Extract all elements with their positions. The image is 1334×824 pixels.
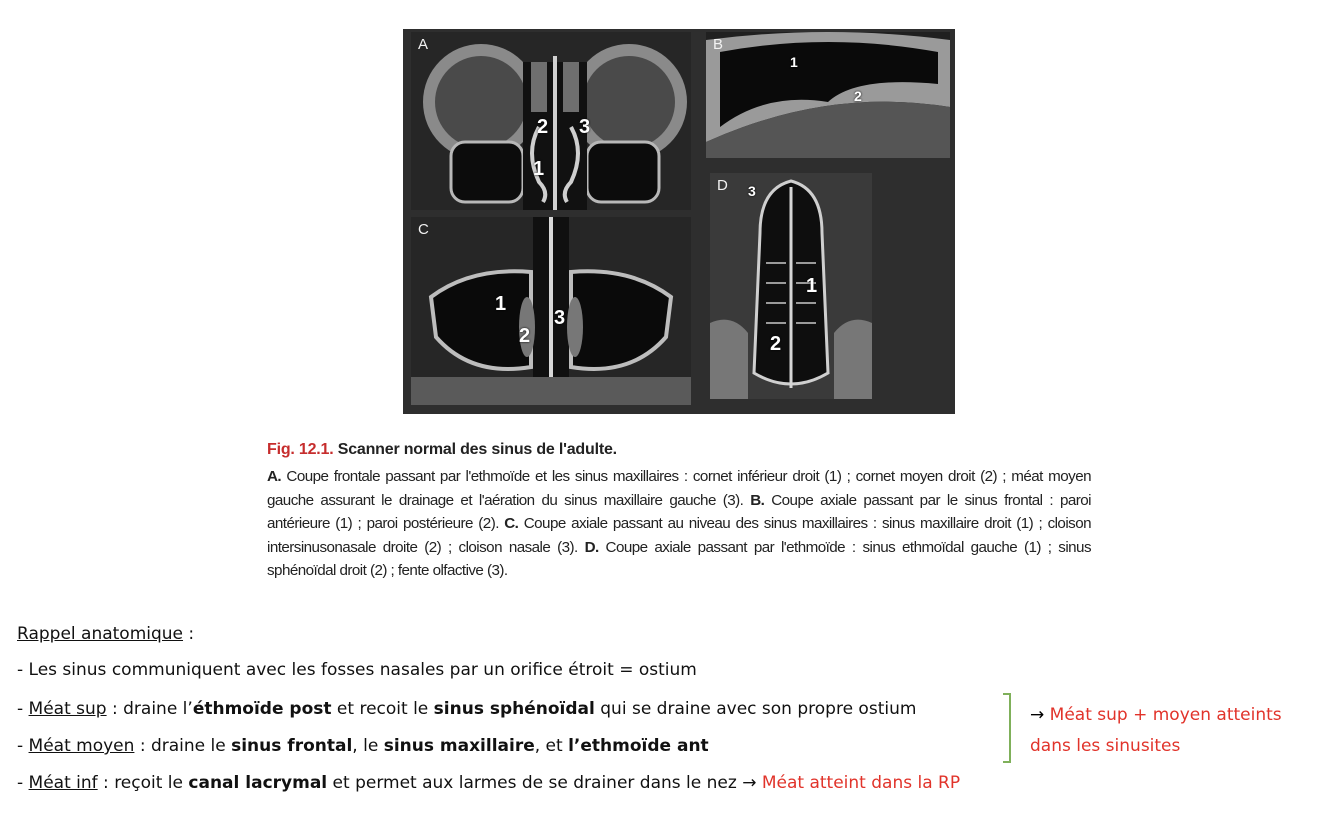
ct-image-c	[411, 217, 691, 405]
note-highlight-rp: Méat atteint dans la RP	[761, 773, 961, 793]
caption-d-label: D.	[584, 538, 599, 556]
panel-a-label-2: 2	[537, 116, 549, 138]
panel-d-label-3: 3	[748, 183, 756, 199]
line-prefix: -	[17, 773, 29, 793]
panel-letter-c: C	[418, 221, 429, 238]
panel-d-label-2: 2	[770, 333, 782, 355]
panel-b-label-2: 2	[854, 88, 862, 104]
caption-c-text: Coupe axiale passant au niveau des sinus maxillaires : sinus maxillaire droit (1) ; cloison intersinusonasale droite (2) ; cloison nasale (3).	[267, 515, 1091, 556]
line-text: , le	[352, 736, 384, 756]
line-prefix: -	[17, 736, 29, 756]
grouping-bracket	[1003, 693, 1011, 763]
caption-title-text: Scanner normal des sinus de l'adulte.	[337, 441, 617, 458]
line-text: : draine le	[134, 736, 232, 756]
panel-c-label-1: 1	[495, 293, 507, 315]
note-line-ostium: - Les sinus communiquent avec les fosses nasales par un orifice étroit = ostium	[17, 660, 697, 680]
caption-b-text: Coupe axiale passant par le sinus frontal : paroi antérieure (1) ; paroi postérieure (2).	[267, 491, 1091, 532]
arrow-right-icon: →	[742, 773, 762, 793]
caption-body	[267, 465, 1091, 583]
note-line-meat-inf	[17, 773, 960, 793]
bold-term: sinus sphénoïdal	[433, 699, 595, 719]
bold-term: sinus frontal	[231, 736, 353, 756]
ct-panel-c	[411, 217, 691, 405]
caption-d-text: Coupe axiale passant par l'ethmoïde : sinus ethmoïdal gauche (1) ; sinus sphénoïdal droit (2) ; fente olfactive (3).	[267, 538, 1091, 579]
line-text: : draine l’	[106, 699, 193, 719]
note-line-meat-moyen	[17, 736, 709, 756]
side-note-line1: Méat sup + moyen atteints	[1049, 705, 1282, 725]
line-text: et recoit le	[331, 699, 434, 719]
notes-heading-suffix: :	[183, 624, 195, 644]
caption-a-text: Coupe frontale passant par l'ethmoïde et les sinus maxillaires : cornet inférieur droit (1) ; cornet moyen droit (2) ; méat moyen gauche assurant le drainage et l'aération du sinus maxillaire gauche (3).	[267, 468, 1091, 509]
panel-c-label-2: 2	[519, 325, 531, 347]
panel-c-label-3: 3	[554, 307, 566, 329]
bold-term: l’ethmoïde ant	[568, 736, 709, 756]
notes-heading	[17, 624, 194, 644]
figure-number: Fig. 12.1.	[267, 441, 334, 458]
panel-letter-d: D	[717, 177, 728, 194]
panel-a-label-1: 1	[533, 158, 545, 180]
line-text: et permet aux larmes de se drainer dans le nez	[327, 773, 743, 793]
term-meat-sup: Méat sup	[28, 699, 107, 719]
figure-caption	[267, 441, 1091, 583]
side-note-line2: dans les sinusites	[1030, 736, 1181, 756]
panel-letter-a: A	[418, 36, 429, 53]
notes-heading-text: Rappel anatomique	[17, 624, 184, 644]
caption-title	[267, 441, 1091, 459]
caption-b-label: B.	[750, 491, 765, 509]
line-prefix: -	[17, 699, 29, 719]
ct-image-b	[706, 32, 950, 158]
panel-letter-b: B	[713, 36, 724, 53]
panel-d-label-1: 1	[806, 275, 818, 297]
side-note-sinusites	[1030, 700, 1330, 762]
panel-b-label-1: 1	[790, 54, 798, 70]
ct-image-d	[710, 173, 872, 399]
caption-c-label: C.	[504, 515, 519, 532]
bold-term: canal lacrymal	[188, 773, 328, 793]
ct-panel-d	[710, 173, 872, 399]
line-text: , et	[534, 736, 569, 756]
ct-figure	[403, 29, 955, 414]
line-text: qui se draine avec son propre ostium	[594, 699, 917, 719]
term-meat-inf: Méat inf	[28, 773, 98, 793]
caption-a-label: A.	[267, 468, 282, 485]
bold-term: sinus maxillaire	[383, 736, 535, 756]
ct-image-a	[411, 32, 691, 210]
bold-term: éthmoïde post	[192, 699, 332, 719]
arrow-right-icon: →	[1030, 705, 1050, 725]
ct-panel-a	[411, 32, 691, 210]
ct-panel-b	[706, 32, 950, 158]
panel-a-label-3: 3	[579, 116, 591, 138]
note-line-meat-sup	[17, 699, 916, 719]
line-text: : reçoit le	[97, 773, 189, 793]
term-meat-moyen: Méat moyen	[28, 736, 135, 756]
